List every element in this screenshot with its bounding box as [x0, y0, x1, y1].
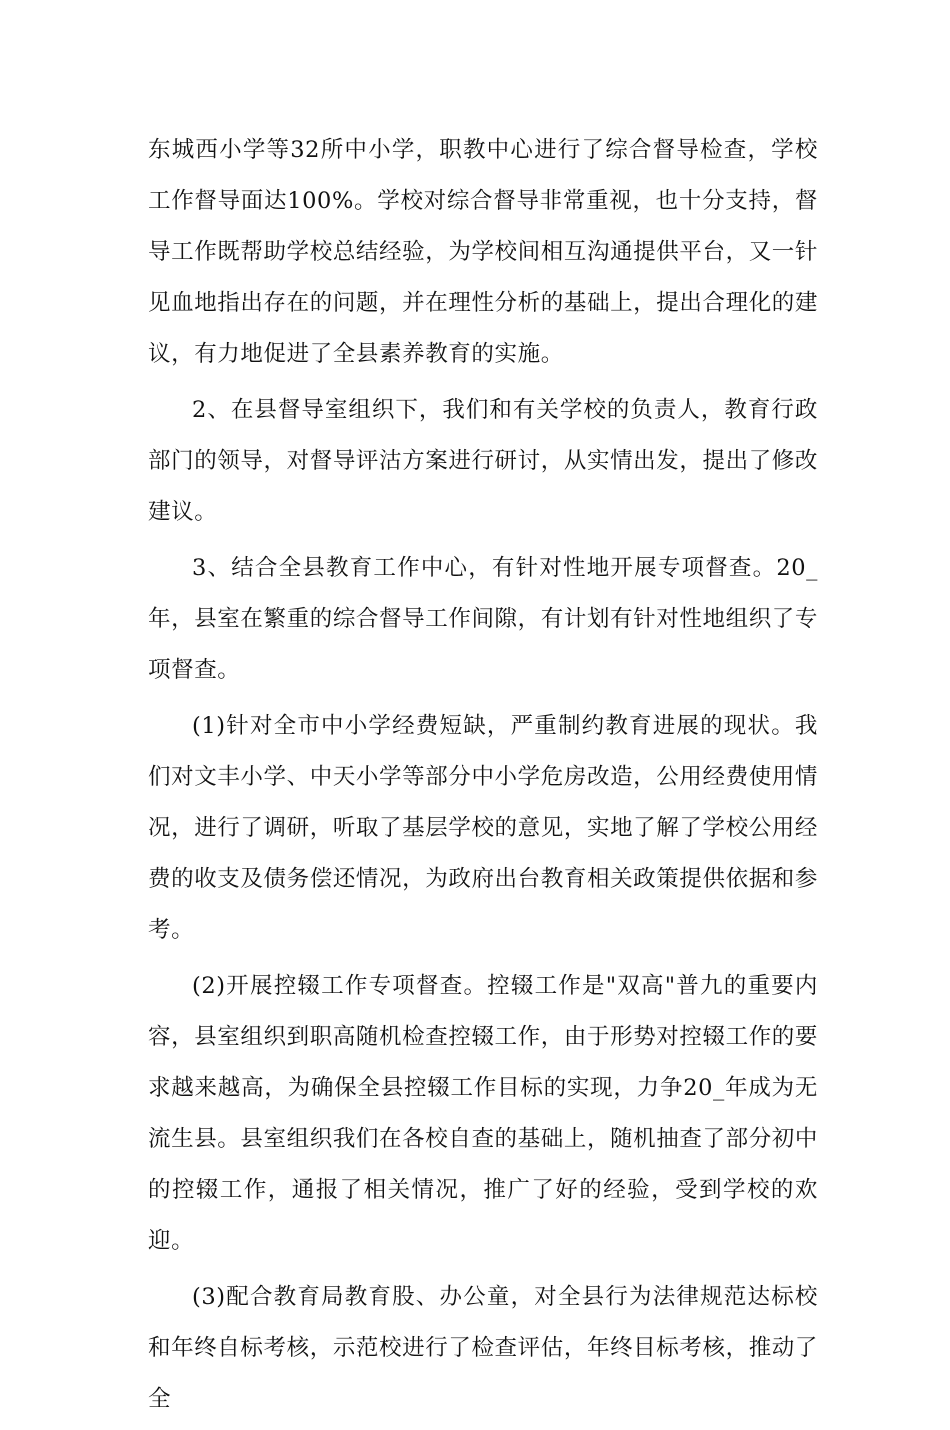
- paragraph-subitem-1: (1)针对全市中小学经费短缺，严重制约教育进展的现状。我们对文丰小学、中天小学等部分中小学危房改造，公用经费使用情况，进行了调研，听取了基层学校的意见，实地了解了学校公用经费的收支及债务偿还情况，为政府出台教育相关政策提供依据和参考。: [148, 713, 818, 943]
- paragraph-item-2: 2、在县督导室组织下，我们和有关学校的负责人，教育行政部门的领导，对督导评沽方案进行研讨，从实情出发，提出了修改建议。: [148, 397, 818, 525]
- paragraph-continuation: 东城西小学等32所中小学，职教中心进行了综合督导检查，学校工作督导面达100%。学校对综合督导非常重视，也十分支持，督导工作既帮助学校总结经验，为学校间相互沟通提供平台，又一针见血地指出存在的问题，并在理性分析的基础上，提出合理化的建议，有力地促进了全县素养教育的实施。: [148, 137, 818, 367]
- document-body: [148, 125, 818, 1430]
- paragraph-item-3: 3、结合全县教育工作中心，有针对性地开展专项督查。20_年，县室在繁重的综合督导工作间隙，有计划有针对性地组织了专项督查。: [148, 555, 818, 683]
- paragraph-subitem-2: (2)开展控辍工作专项督查。控辍工作是"双高"普九的重要内容，县室组织到职高随机检查控辍工作，由于形势对控辍工作的要求越来越高，为确保全县控辍工作目标的实现，力争20_年成为无流生县。县室组织我们在各校自查的基础上，随机抽查了部分初中的控辍工作，通报了相关情况，推广了好的经验，受到学校的欢迎。: [148, 973, 818, 1254]
- paragraph-subitem-3: (3)配合教育局教育股、办公童，对全县行为法律规范达标校和年终自标考核，示范校进行了检查评估，年终目标考核，推动了全: [148, 1284, 818, 1412]
